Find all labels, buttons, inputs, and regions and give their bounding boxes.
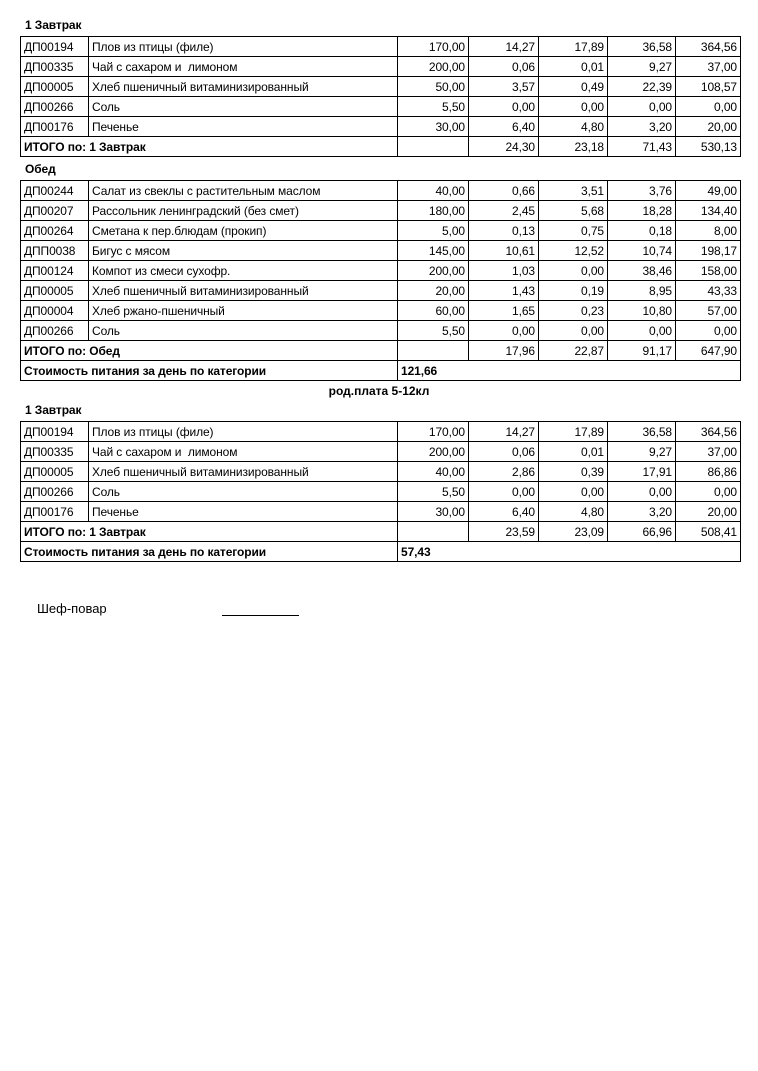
total-value-cell: 23,09 xyxy=(539,522,608,542)
table-row xyxy=(21,37,741,57)
code-cell: ДП00176 xyxy=(21,117,89,137)
day-cost-value-cell: 121,66 xyxy=(398,361,741,381)
dish-name-cell: Сметана к пер.блюдам (прокип) xyxy=(89,221,398,241)
value-cell: 1,03 xyxy=(469,261,539,281)
value-cell: 17,91 xyxy=(608,462,676,482)
table-row xyxy=(21,57,741,77)
value-cell: 36,58 xyxy=(608,422,676,442)
qty-cell: 20,00 xyxy=(398,281,469,301)
value-cell: 198,17 xyxy=(676,241,741,261)
table-row xyxy=(21,422,741,442)
value-cell: 5,68 xyxy=(539,201,608,221)
total-value-cell: 91,17 xyxy=(608,341,676,361)
value-cell: 0,66 xyxy=(469,181,539,201)
value-cell: 4,80 xyxy=(539,502,608,522)
dish-name-cell: Компот из смеси сухофр. xyxy=(89,261,398,281)
code-cell: ДП00194 xyxy=(21,422,89,442)
code-cell: ДП00005 xyxy=(21,77,89,97)
table-row xyxy=(21,221,741,241)
total-value-cell: 22,87 xyxy=(539,341,608,361)
value-cell: 0,06 xyxy=(469,442,539,462)
table-row xyxy=(21,117,741,137)
code-cell: ДП00005 xyxy=(21,281,89,301)
dish-name-cell: Чай с сахаром и лимоном xyxy=(89,57,398,77)
qty-cell: 5,50 xyxy=(398,482,469,502)
signature-row xyxy=(37,602,758,616)
value-cell: 0,39 xyxy=(539,462,608,482)
value-cell: 2,45 xyxy=(469,201,539,221)
table-body xyxy=(21,181,741,381)
category-note: род.плата 5-12кл xyxy=(328,384,430,398)
value-cell: 37,00 xyxy=(676,57,741,77)
value-cell: 10,80 xyxy=(608,301,676,321)
table-row xyxy=(21,97,741,117)
value-cell: 37,00 xyxy=(676,442,741,462)
value-cell: 1,65 xyxy=(469,301,539,321)
value-cell: 0,75 xyxy=(539,221,608,241)
total-label-cell: ИТОГО по: Обед xyxy=(21,341,398,361)
value-cell: 49,00 xyxy=(676,181,741,201)
value-cell: 0,00 xyxy=(608,482,676,502)
qty-cell: 5,50 xyxy=(398,97,469,117)
qty-cell: 40,00 xyxy=(398,181,469,201)
value-cell: 12,52 xyxy=(539,241,608,261)
value-cell: 14,27 xyxy=(469,37,539,57)
table-row xyxy=(21,201,741,221)
table-row xyxy=(21,482,741,502)
code-cell: ДПП0038 xyxy=(21,241,89,261)
value-cell: 0,00 xyxy=(539,261,608,281)
total-row xyxy=(21,341,741,361)
qty-cell: 170,00 xyxy=(398,37,469,57)
signature-label: Шеф-повар xyxy=(37,601,107,616)
qty-cell-empty xyxy=(398,137,469,157)
qty-cell: 50,00 xyxy=(398,77,469,97)
value-cell: 108,57 xyxy=(676,77,741,97)
value-cell: 3,76 xyxy=(608,181,676,201)
dish-name-cell: Печенье xyxy=(89,502,398,522)
total-value-cell: 24,30 xyxy=(469,137,539,157)
dish-name-cell: Хлеб пшеничный витаминизированный xyxy=(89,281,398,301)
sections-container xyxy=(0,19,758,562)
total-row xyxy=(21,522,741,542)
value-cell: 0,00 xyxy=(676,482,741,502)
value-cell: 3,20 xyxy=(608,117,676,137)
dish-name-cell: Чай с сахаром и лимоном xyxy=(89,442,398,462)
qty-cell: 200,00 xyxy=(398,442,469,462)
menu-table xyxy=(20,421,741,562)
value-cell: 4,80 xyxy=(539,117,608,137)
value-cell: 9,27 xyxy=(608,442,676,462)
day-cost-row xyxy=(21,542,741,562)
qty-cell: 5,50 xyxy=(398,321,469,341)
value-cell: 20,00 xyxy=(676,117,741,137)
value-cell: 10,74 xyxy=(608,241,676,261)
menu-section xyxy=(0,19,758,157)
table-body xyxy=(21,422,741,562)
total-label-cell: ИТОГО по: 1 Завтрак xyxy=(21,137,398,157)
menu-table xyxy=(20,180,741,381)
value-cell: 36,58 xyxy=(608,37,676,57)
table-body xyxy=(21,37,741,157)
day-cost-label-cell: Стоимость питания за день по категории xyxy=(21,542,398,562)
dish-name-cell: Соль xyxy=(89,482,398,502)
menu-section xyxy=(0,163,758,398)
value-cell: 0,00 xyxy=(469,97,539,117)
table-row xyxy=(21,241,741,261)
qty-cell-empty xyxy=(398,522,469,542)
dish-name-cell: Плов из птицы (филе) xyxy=(89,422,398,442)
code-cell: ДП00244 xyxy=(21,181,89,201)
value-cell: 0,00 xyxy=(469,321,539,341)
dish-name-cell: Салат из свеклы с растительным маслом xyxy=(89,181,398,201)
dish-name-cell: Рассольник ленинградский (без смет) xyxy=(89,201,398,221)
code-cell: ДП00194 xyxy=(21,37,89,57)
dish-name-cell: Соль xyxy=(89,321,398,341)
total-value-cell: 508,41 xyxy=(676,522,741,542)
value-cell: 0,01 xyxy=(539,442,608,462)
code-cell: ДП00264 xyxy=(21,221,89,241)
value-cell: 86,86 xyxy=(676,462,741,482)
value-cell: 22,39 xyxy=(608,77,676,97)
qty-cell: 30,00 xyxy=(398,117,469,137)
dish-name-cell: Хлеб ржано-пшеничный xyxy=(89,301,398,321)
value-cell: 17,89 xyxy=(539,37,608,57)
table-row xyxy=(21,181,741,201)
total-value-cell: 530,13 xyxy=(676,137,741,157)
value-cell: 17,89 xyxy=(539,422,608,442)
value-cell: 3,51 xyxy=(539,181,608,201)
value-cell: 0,00 xyxy=(539,97,608,117)
table-row xyxy=(21,442,741,462)
value-cell: 38,46 xyxy=(608,261,676,281)
value-cell: 0,00 xyxy=(539,321,608,341)
value-cell: 0,19 xyxy=(539,281,608,301)
code-cell: ДП00335 xyxy=(21,57,89,77)
total-value-cell: 23,59 xyxy=(469,522,539,542)
value-cell: 1,43 xyxy=(469,281,539,301)
code-cell: ДП00266 xyxy=(21,97,89,117)
day-cost-value-cell: 57,43 xyxy=(398,542,741,562)
total-value-cell: 17,96 xyxy=(469,341,539,361)
table-row xyxy=(21,462,741,482)
value-cell: 9,27 xyxy=(608,57,676,77)
value-cell: 57,00 xyxy=(676,301,741,321)
value-cell: 158,00 xyxy=(676,261,741,281)
total-value-cell: 23,18 xyxy=(539,137,608,157)
value-cell: 0,01 xyxy=(539,57,608,77)
value-cell: 0,00 xyxy=(608,97,676,117)
value-cell: 0,00 xyxy=(608,321,676,341)
table-row xyxy=(21,77,741,97)
value-cell: 2,86 xyxy=(469,462,539,482)
code-cell: ДП00207 xyxy=(21,201,89,221)
value-cell: 0,00 xyxy=(676,97,741,117)
value-cell: 6,40 xyxy=(469,117,539,137)
section-title: 1 Завтрак xyxy=(25,403,82,417)
code-cell: ДП00335 xyxy=(21,442,89,462)
code-cell: ДП00266 xyxy=(21,482,89,502)
value-cell: 3,20 xyxy=(608,502,676,522)
table-row xyxy=(21,281,741,301)
total-value-cell: 71,43 xyxy=(608,137,676,157)
value-cell: 0,18 xyxy=(608,221,676,241)
table-row xyxy=(21,301,741,321)
value-cell: 0,49 xyxy=(539,77,608,97)
menu-section xyxy=(0,404,758,562)
value-cell: 14,27 xyxy=(469,422,539,442)
value-cell: 364,56 xyxy=(676,422,741,442)
qty-cell: 170,00 xyxy=(398,422,469,442)
section-title: Обед xyxy=(25,162,56,176)
section-title: 1 Завтрак xyxy=(25,18,82,32)
dish-name-cell: Хлеб пшеничный витаминизированный xyxy=(89,77,398,97)
code-cell: ДП00005 xyxy=(21,462,89,482)
value-cell: 0,13 xyxy=(469,221,539,241)
value-cell: 3,57 xyxy=(469,77,539,97)
qty-cell: 40,00 xyxy=(398,462,469,482)
qty-cell: 60,00 xyxy=(398,301,469,321)
code-cell: ДП00176 xyxy=(21,502,89,522)
value-cell: 18,28 xyxy=(608,201,676,221)
qty-cell: 145,00 xyxy=(398,241,469,261)
value-cell: 0,00 xyxy=(469,482,539,502)
total-value-cell: 66,96 xyxy=(608,522,676,542)
value-cell: 0,00 xyxy=(539,482,608,502)
table-row xyxy=(21,321,741,341)
code-cell: ДП00266 xyxy=(21,321,89,341)
menu-table xyxy=(20,36,741,157)
total-row xyxy=(21,137,741,157)
value-cell: 0,23 xyxy=(539,301,608,321)
dish-name-cell: Бигус с мясом xyxy=(89,241,398,261)
dish-name-cell: Хлеб пшеничный витаминизированный xyxy=(89,462,398,482)
code-cell: ДП00004 xyxy=(21,301,89,321)
value-cell: 0,00 xyxy=(676,321,741,341)
value-cell: 43,33 xyxy=(676,281,741,301)
day-cost-row xyxy=(21,361,741,381)
value-cell: 10,61 xyxy=(469,241,539,261)
value-cell: 20,00 xyxy=(676,502,741,522)
code-cell: ДП00124 xyxy=(21,261,89,281)
dish-name-cell: Печенье xyxy=(89,117,398,137)
qty-cell: 200,00 xyxy=(398,261,469,281)
value-cell: 8,95 xyxy=(608,281,676,301)
value-cell: 6,40 xyxy=(469,502,539,522)
qty-cell: 5,00 xyxy=(398,221,469,241)
qty-cell-empty xyxy=(398,341,469,361)
signature-line xyxy=(222,602,299,616)
day-cost-label-cell: Стоимость питания за день по категории xyxy=(21,361,398,381)
value-cell: 0,06 xyxy=(469,57,539,77)
table-row xyxy=(21,261,741,281)
total-value-cell: 647,90 xyxy=(676,341,741,361)
total-label-cell: ИТОГО по: 1 Завтрак xyxy=(21,522,398,542)
qty-cell: 180,00 xyxy=(398,201,469,221)
value-cell: 364,56 xyxy=(676,37,741,57)
table-row xyxy=(21,502,741,522)
qty-cell: 200,00 xyxy=(398,57,469,77)
dish-name-cell: Плов из птицы (филе) xyxy=(89,37,398,57)
value-cell: 134,40 xyxy=(676,201,741,221)
qty-cell: 30,00 xyxy=(398,502,469,522)
dish-name-cell: Соль xyxy=(89,97,398,117)
value-cell: 8,00 xyxy=(676,221,741,241)
